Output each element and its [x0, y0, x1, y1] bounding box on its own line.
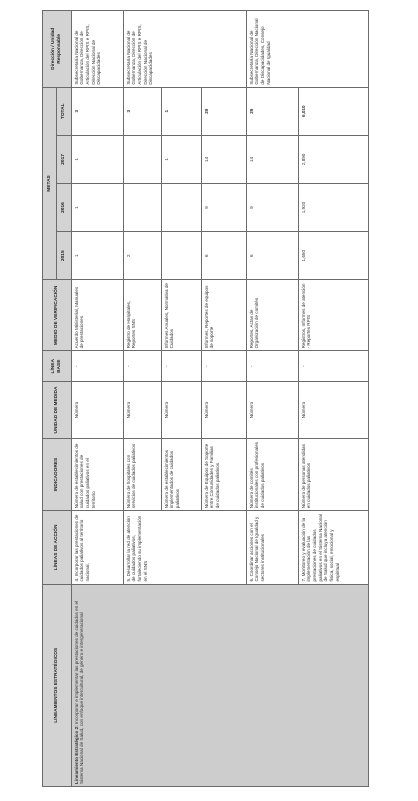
meta-2017	[124, 135, 162, 183]
linea-base: -	[72, 351, 124, 382]
header-2015: 2015	[57, 232, 72, 280]
meta-2017: 14	[247, 135, 299, 183]
header-linea-base: LÍNEA BASE	[43, 351, 72, 382]
lineamiento-cell	[72, 584, 369, 786]
unidad-medida: Número	[124, 382, 162, 439]
medio-verificacion: Informes, Reportes de equipos de soporte	[202, 280, 247, 351]
meta-2016: 9	[247, 183, 299, 231]
meta-total: 3	[124, 87, 162, 135]
linea-base: -	[299, 351, 369, 382]
header-medio: MEDIO DE VERIFICACIÓN	[43, 280, 72, 351]
linea-accion: 4. Incorporar las prestaciones de cuidados paliativos al territorio nacional.	[72, 511, 124, 584]
header-2017: 2017	[57, 135, 72, 183]
header-total: TOTAL	[57, 87, 72, 135]
linea-base: -	[124, 351, 162, 382]
meta-2016: 1	[72, 183, 124, 231]
header-direccion: Dirección / Unidad Responsable	[43, 11, 72, 88]
indicador: Número de establecimientos implementados de cuidados paliativos	[162, 438, 202, 510]
indicador: Número de establecimientos de salud con prestaciones de cuidados paliativos en el territorio	[72, 438, 124, 510]
meta-2016	[124, 183, 162, 231]
meta-2016: 9	[202, 183, 247, 231]
meta-2017: 14	[202, 135, 247, 183]
indicador: Número de hospitales con servicios de cuidados paliativos	[124, 438, 162, 510]
meta-2015: 1	[72, 232, 124, 280]
meta-2015	[162, 232, 202, 280]
meta-2017: 1	[162, 135, 202, 183]
meta-2017: 1	[72, 135, 124, 183]
meta-2017: 2,890	[299, 135, 369, 183]
indicador: Número de Equipos de Soporte entre Comunidades y Familias de cuidados paliativos	[202, 438, 247, 510]
unidad-medida: Número	[72, 382, 124, 439]
linea-accion: 5. Desarrollar la red de atención de cuidados paliativos, fortaleciendo su implementación en el SNS	[124, 511, 247, 584]
meta-2016: 1,920	[299, 183, 369, 231]
linea-base: -	[247, 351, 299, 382]
lineamiento-title: Lineamiento Estratégico 2:	[73, 725, 79, 784]
meta-total: 6,010	[299, 87, 369, 135]
unidad-medida: Número	[202, 382, 247, 439]
linea-base: -	[202, 351, 247, 382]
medio-verificacion: Acuerdo Ministerial, Manuales de prestaciones	[72, 280, 124, 351]
meta-2016	[162, 183, 202, 231]
indicador: Número de personas atendidas en cuidados paliativos	[299, 438, 369, 510]
linea-accion: 6. Coordinar acciones con el Consejo Nacional de Igualdad y sectores institucionales	[247, 511, 299, 584]
header-lineamiento: LINEAMIENTOS ESTRATÉGICOS	[43, 584, 72, 786]
unidad-medida: Número	[162, 382, 202, 439]
direccion-responsable: Subsecretaría Nacional de Gobernanza, Dirección Nacional de Discapacidades, Consejo Nacional de Igualdad	[247, 11, 369, 88]
linea-accion: 7. Monitoreo y evaluación de la implementación de las prestaciones de cuidados paliativos en el Sistema Nacional de Salud que incluya atención física, social, emocional y espiritual	[299, 511, 369, 584]
header-2016: 2016	[57, 183, 72, 231]
meta-total: 29	[202, 87, 247, 135]
direccion-responsable: Subsecretaría Nacional de Gobernanza, Dirección de Articulación del RPIS e RPIS, Dirección Nacional de Discapacidades	[124, 11, 247, 88]
header-indicadores: INDICADORES	[43, 438, 72, 510]
meta-total: 3	[72, 87, 124, 135]
direccion-responsable: Subsecretaría Nacional de Gobernanza, Dirección de Articulación del RPIS e RPIS, Dirección Nacional de Discapacidades	[72, 11, 124, 88]
linea-base: -	[162, 351, 202, 382]
meta-2015: 6	[202, 232, 247, 280]
lineamiento-text: Incorporar e implementar las prestaciones de cuidados en el Sistema Nacional de Salud, con enfoque intercultural, de género e intergeneracional	[73, 600, 85, 784]
medio-verificacion: Reportes, Actas de Organización de comités	[247, 280, 299, 351]
header-lineas: LÍNEAS DE ACCIÓN	[43, 511, 72, 584]
unidad-medida: Número	[247, 382, 299, 439]
indicador: Número de comités institucionales con profesionales de cuidados paliativos	[247, 438, 299, 510]
medio-verificacion: Informes Anuales, Normativa de Cuidados	[162, 280, 202, 351]
meta-total: 1	[162, 87, 202, 135]
unidad-medida: Número	[299, 382, 369, 439]
meta-2015: 1,650	[299, 232, 369, 280]
meta-2015: 6	[247, 232, 299, 280]
header-unidad: UNIDAD DE MEDIDA	[43, 382, 72, 439]
medio-verificacion: Registro de Hospitales, Reportes SNS	[124, 280, 162, 351]
meta-2015: 2	[124, 232, 162, 280]
medio-verificacion: Registros, Informes de atención - Reportes RPIS	[299, 280, 369, 351]
header-metas: METAS	[43, 87, 57, 280]
meta-total: 29	[247, 87, 299, 135]
strategic-plan-table	[42, 10, 369, 787]
